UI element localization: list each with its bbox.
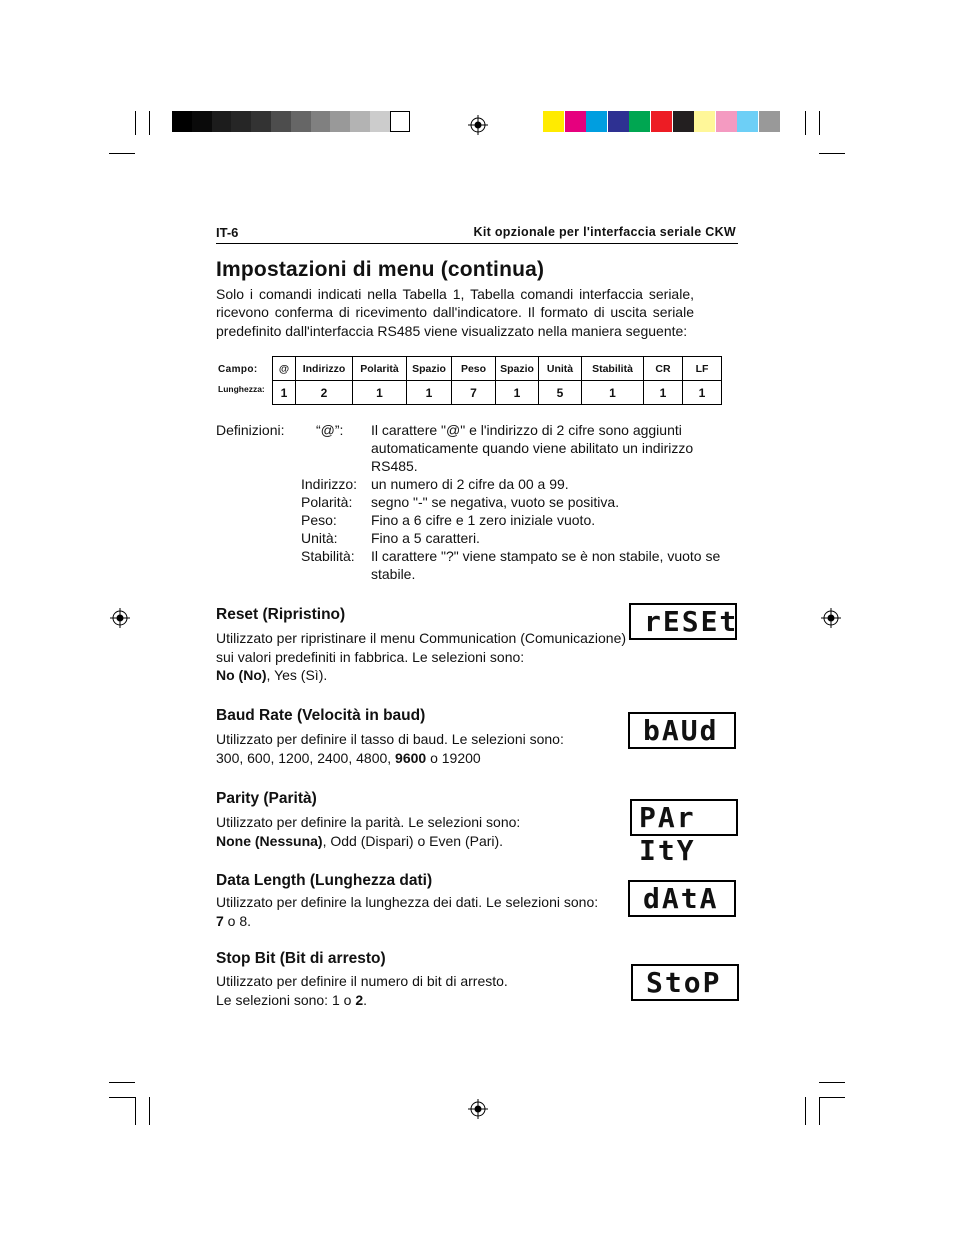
color-swatch: [629, 111, 650, 132]
data-length-section-title: Data Length (Lunghezza dati): [216, 872, 433, 889]
baud-section-title: Baud Rate (Velocità in baud): [216, 707, 426, 724]
gray-swatch: [291, 111, 311, 132]
definition-term: Indirizzo:: [301, 476, 358, 492]
length-cell: 1: [273, 381, 296, 405]
parity-lcd-display: [630, 799, 738, 867]
gray-swatch: [311, 111, 331, 132]
parity-default-option: None (Nessuna): [216, 832, 323, 849]
reset-lcd-display: [629, 603, 737, 640]
field-row: [273, 357, 722, 381]
baud-display-text: bAUd: [643, 714, 719, 747]
definition-text: un numero di 2 cifre da 00 a 99.: [371, 476, 569, 492]
stop-bit-description: [216, 972, 508, 1009]
gray-swatch: [192, 111, 212, 132]
definition-text: stabile.: [371, 566, 416, 582]
definition-text: RS485.: [371, 458, 418, 474]
header-rule: [216, 243, 738, 244]
reset-options: , Yes (Sì).: [266, 667, 328, 683]
field-cell: Unità: [539, 357, 582, 381]
data-length-lcd-display: [628, 880, 736, 917]
definition-term: Unità:: [301, 530, 338, 546]
stop-bit-display-text: StoP: [646, 966, 722, 999]
field-cell: Polarità: [353, 357, 407, 381]
page-title: Impostazioni di menu (continua): [216, 258, 545, 281]
stop-bit-lcd-display: [631, 964, 739, 1001]
reset-description: [216, 629, 626, 685]
reset-default-option: No (No): [216, 667, 267, 683]
definitions-label: Definizioni:: [216, 422, 285, 438]
definition-text: Il carattere "@" e l'indirizzo di 2 cifre sono aggiunti: [371, 422, 682, 438]
length-row: [273, 381, 722, 405]
parity-description: [216, 813, 520, 850]
color-swatch: [694, 111, 715, 132]
length-cell: 1: [683, 381, 722, 405]
field-row-label: Campo:: [218, 364, 258, 375]
reset-display-text: rESEt: [644, 605, 739, 638]
parity-line-1: Utilizzato per definire la parità. Le selezioni sono:: [216, 814, 521, 830]
baud-description: [216, 730, 564, 767]
stop-bit-section-title: Stop Bit (Bit di arresto): [216, 950, 386, 967]
color-swatch: [759, 111, 780, 132]
color-swatch: [651, 111, 672, 132]
data-length-options: o 8.: [223, 912, 252, 929]
baud-options-end: o 19200: [426, 749, 481, 766]
data-length-default-option: 7: [216, 912, 224, 929]
registration-mark-icon: [821, 608, 841, 628]
definition-text: automaticamente quando viene abilitato un indirizzo: [371, 440, 694, 456]
definition-text: Fino a 6 cifre e 1 zero iniziale vuoto.: [371, 512, 596, 528]
stop-bit-line-1: Utilizzato per definire il numero di bit di arresto.: [216, 973, 508, 989]
definition-text: Il carattere "?" viene stampato se è non stabile, vuoto se: [371, 548, 721, 564]
length-cell: 7: [452, 381, 496, 405]
field-cell: Stabilità: [582, 357, 644, 381]
field-cell: Peso: [452, 357, 496, 381]
parity-options: , Odd (Dispari) o Even (Pari).: [322, 832, 504, 849]
stop-bit-default-option: 2: [355, 991, 364, 1008]
baud-lcd-display: [628, 712, 736, 749]
gray-swatch: [212, 111, 232, 132]
stop-bit-options-end: .: [363, 991, 368, 1008]
color-swatch: [543, 111, 564, 132]
length-cell: 1: [407, 381, 452, 405]
definition-term: Peso:: [301, 512, 337, 528]
gray-swatch: [251, 111, 271, 132]
reset-line-1: Utilizzato per ripristinare il menu Communication (Comunicazione): [216, 630, 627, 646]
reset-section-title: Reset (Ripristino): [216, 606, 346, 623]
color-swatch: [673, 111, 694, 132]
color-swatch: [586, 111, 607, 132]
intro-paragraph: Solo i comandi indicati nella Tabella 1, Tabella comandi interfaccia seriale, ricevono conferma di ricevimento dall'indicatore. Il formato di uscita seriale predefinito dall'interfaccia RS485 viene visualizzato nella maniera seguente:: [216, 286, 694, 339]
data-length-description: [216, 893, 598, 930]
color-swatch: [565, 111, 586, 132]
field-cell: @: [273, 357, 296, 381]
length-cell: 5: [539, 381, 582, 405]
field-cell: Spazio: [407, 357, 452, 381]
baud-default-option: 9600: [395, 749, 427, 766]
length-cell: 1: [582, 381, 644, 405]
page-number: IT-6: [216, 225, 239, 240]
length-row-label: Lunghezza:: [218, 384, 265, 394]
gray-swatch: [370, 111, 390, 132]
gray-swatch: [390, 111, 410, 132]
registration-mark-icon: [468, 115, 488, 135]
color-swatch: [716, 111, 737, 132]
field-cell: CR: [644, 357, 683, 381]
parity-display-text: PAr ItY: [639, 801, 696, 867]
definition-text: segno "-" se negativa, vuoto se positiva.: [371, 494, 620, 510]
data-length-line-1: Utilizzato per definire la lunghezza dei dati. Le selezioni sono:: [216, 894, 599, 910]
definition-term: Polarità:: [301, 494, 353, 510]
stop-bit-options: Le selezioni sono: 1 o: [216, 991, 356, 1008]
color-swatch: [608, 111, 629, 132]
length-cell: 1: [644, 381, 683, 405]
gray-swatch: [350, 111, 370, 132]
running-title: Kit opzionale per l'interfaccia seriale CKW: [473, 225, 736, 239]
definition-term: Stabilità:: [301, 548, 355, 564]
definition-term: “@”:: [316, 422, 344, 438]
length-cell: 1: [496, 381, 539, 405]
reset-line-2: sui valori predefiniti in fabbrica. Le selezioni sono:: [216, 648, 525, 665]
color-swatch: [737, 111, 758, 132]
gray-swatch: [330, 111, 350, 132]
baud-line-1: Utilizzato per definire il tasso di baud. Le selezioni sono:: [216, 731, 564, 747]
baud-options: 300, 600, 1200, 2400, 4800,: [216, 749, 396, 766]
field-cell: Indirizzo: [296, 357, 353, 381]
gray-swatch: [231, 111, 251, 132]
length-cell: 1: [353, 381, 407, 405]
registration-mark-icon: [110, 608, 130, 628]
data-length-display-text: dAtA: [643, 882, 719, 915]
parity-section-title: Parity (Parità): [216, 790, 317, 807]
definition-text: Fino a 5 caratteri.: [371, 530, 480, 546]
length-cell: 2: [296, 381, 353, 405]
field-cell: LF: [683, 357, 722, 381]
field-cell: Spazio: [496, 357, 539, 381]
gray-swatch: [172, 111, 192, 132]
gray-swatch: [271, 111, 291, 132]
serial-format-table: [272, 356, 722, 405]
registration-mark-icon: [468, 1099, 488, 1119]
